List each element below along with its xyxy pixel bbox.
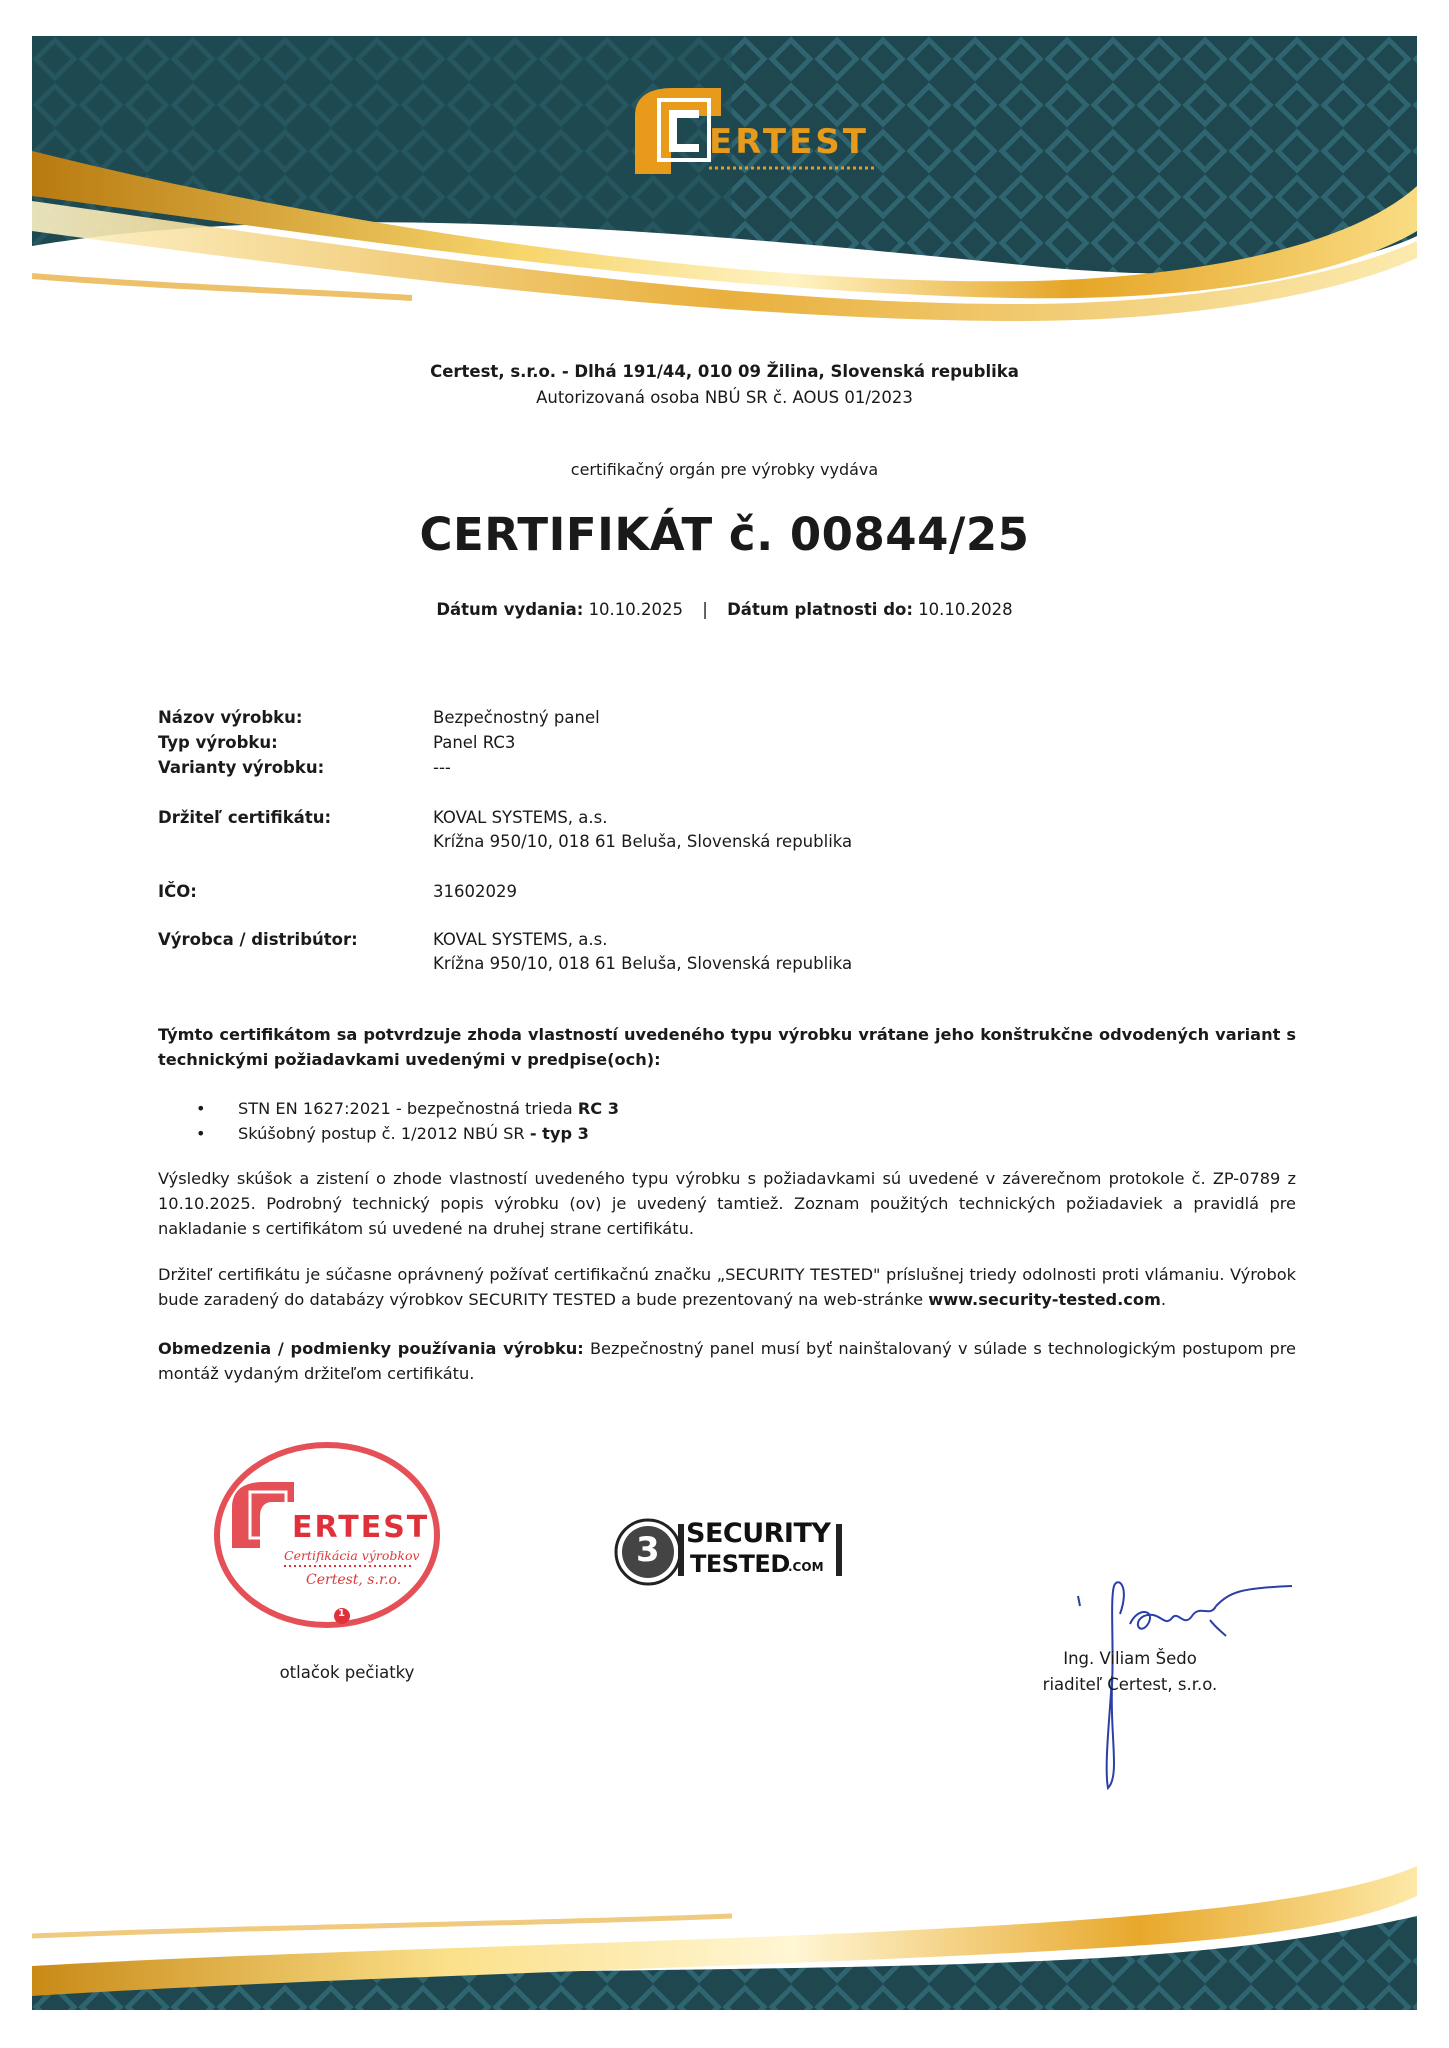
security-class-number: 3: [636, 1530, 660, 1570]
conformity-statement: Týmto certifikátom sa potvrdzuje zhoda vlastností uvedeného typu výrobku vrátane jeho konštrukčne odvodených variant s technickými požiadavkami uvedenými v predpise(och):: [158, 1025, 1296, 1069]
certificate-dates: [0, 600, 1449, 619]
issuer-role: certifikačný orgán pre výrobky vydáva: [570, 460, 879, 479]
product-variants-label: Varianty výrobku:: [158, 758, 325, 777]
ico-value: 31602029: [433, 882, 517, 901]
product-name-label: Názov výrobku:: [158, 708, 303, 727]
restrictions-paragraph: [158, 1336, 1296, 1386]
manufacturer-address: Krížna 950/10, 018 61 Beluša, Slovenská republika: [433, 954, 853, 973]
security-logo-line1: SECURITY: [686, 1518, 831, 1549]
issue-date: 10.10.2025: [588, 600, 684, 619]
holder-label: Držiteľ certifikátu:: [158, 808, 332, 827]
requirements-list: [196, 1096, 619, 1146]
stamp-line-1: Certifikácia výrobkov: [284, 1548, 420, 1563]
results-paragraph: Výsledky skúšok a zistení o zhode vlastností uvedeného typu výrobku s požiadavkami sú uvedené v záverečnom protokole č. ZP-0789 z 10.10.2025. Podrobný technický popis výrobku (ov) je uvedený tamtiež. Zoznam použitých technických požiadaviek a pravidlá pre nakladanie s certifikátom sú uvedené na druhej strane certifikátu.: [158, 1169, 1296, 1238]
restrictions-label: Obmedzenia / podmienky používania výrobku:: [158, 1339, 584, 1358]
logo-text: ERTEST: [709, 122, 869, 162]
holder-address: Krížna 950/10, 018 61 Beluša, Slovenská republika: [433, 832, 853, 851]
restrictions-text: Bezpečnostný panel musí byť nainštalovaný v súlade s technologickým postupom pre montáž vydaným držiteľom certifikátu.: [158, 1339, 1296, 1383]
issue-date-label: Dátum vydania:: [436, 600, 584, 619]
product-type-label: Typ výrobku:: [158, 733, 278, 752]
signer-name: Ing. Viliam Šedo: [1063, 1649, 1197, 1668]
requirement-text: STN EN 1627:2021 - bezpečnostná trieda: [238, 1099, 578, 1118]
bullet: •: [196, 1124, 206, 1143]
requirement-type: - typ 3: [529, 1124, 589, 1143]
date-separator: |: [702, 600, 708, 619]
security-logo-suffix: .COM: [788, 1560, 824, 1574]
signer-role: riaditeľ Certest, s.r.o.: [1042, 1675, 1218, 1694]
sentence-end: .: [1160, 1290, 1167, 1309]
certificate-title: CERTIFIKÁT č. 00844/25: [419, 508, 1030, 561]
issuer-address: Certest, s.r.o. - Dlhá 191/44, 010 09 Žilina, Slovenská republika: [430, 362, 1019, 381]
stamp-logo-text: ERTEST: [292, 1510, 430, 1545]
ico-label: IČO:: [158, 882, 197, 901]
website-link[interactable]: www.security-tested.com: [928, 1290, 1161, 1309]
stamp-caption: otlačok pečiatky: [279, 1663, 415, 1682]
stamp-line-2: Certest, s.r.o.: [306, 1572, 402, 1588]
bullet: •: [196, 1099, 206, 1118]
holder-name: KOVAL SYSTEMS, a.s.: [433, 808, 608, 827]
valid-date: 10.10.2028: [918, 600, 1013, 619]
security-tested-text: Držiteľ certifikátu je súčasne oprávnený požívať certifikačnú značku „SECURITY TESTED" príslušnej triedy odolnosti proti vlámaniu. Výrobok bude zaradený do databázy výrobkov SECURITY TESTED a bude prezentovaný na web-stránke: [158, 1265, 1296, 1309]
valid-date-label: Dátum platnosti do:: [727, 600, 913, 619]
requirement-item: [196, 1096, 619, 1121]
stamp-number: 1: [338, 1608, 345, 1619]
security-tested-paragraph: [158, 1262, 1296, 1312]
product-variants: ---: [433, 758, 451, 777]
security-logo-line2: TESTED: [690, 1550, 790, 1578]
manufacturer-label: Výrobca / distribútor:: [158, 930, 358, 949]
certest-logo: [625, 86, 885, 178]
security-tested-logo: [614, 1516, 844, 1588]
company-stamp: [212, 1438, 452, 1632]
signer-block: [1010, 1646, 1250, 1698]
requirement-class: RC 3: [577, 1099, 620, 1118]
issuer-authorization: Autorizovaná osoba NBÚ SR č. AOUS 01/2023: [536, 388, 913, 407]
manufacturer-name: KOVAL SYSTEMS, a.s.: [433, 930, 608, 949]
requirement-item: [196, 1121, 619, 1146]
requirement-text: Skúšobný postup č. 1/2012 NBÚ SR: [238, 1124, 530, 1143]
product-type: Panel RC3: [433, 733, 516, 752]
header-banner: [32, 36, 1417, 336]
product-name: Bezpečnostný panel: [433, 708, 600, 727]
footer-banner: [32, 1846, 1417, 2010]
